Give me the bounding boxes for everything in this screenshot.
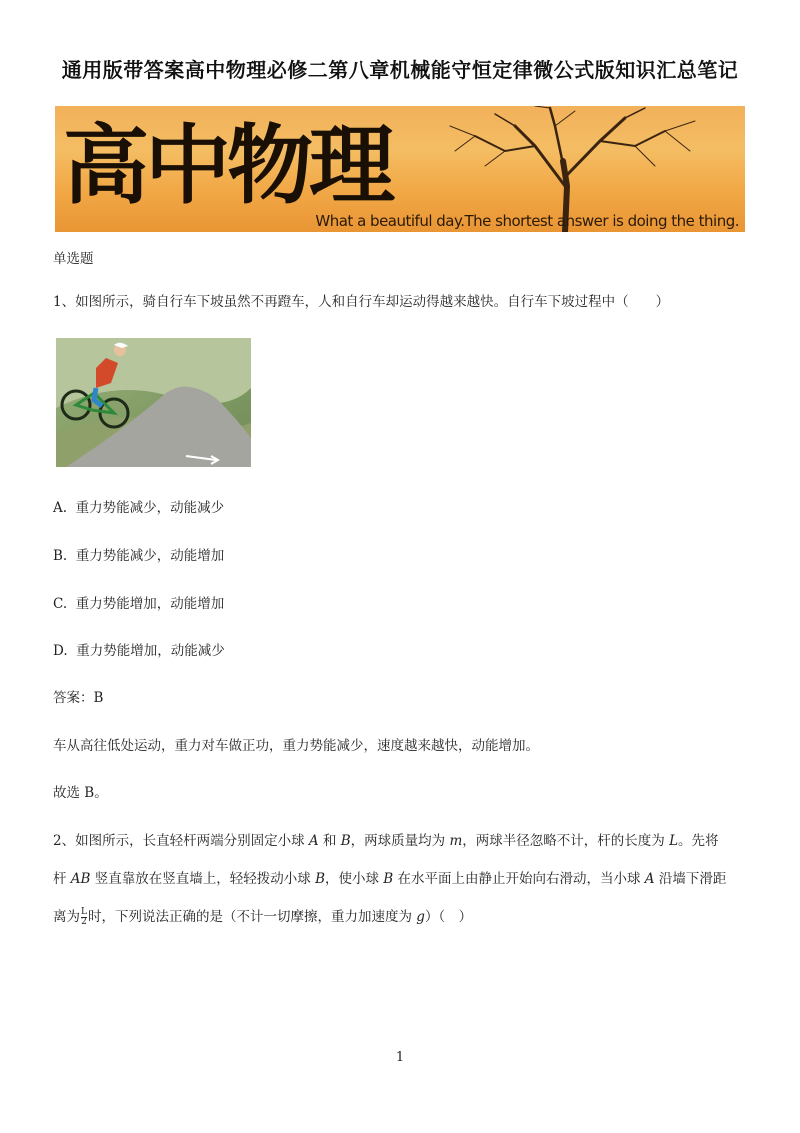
option-c (53, 592, 224, 612)
variable-b: B (383, 871, 394, 887)
header-banner (55, 106, 745, 232)
option-text: 重力势能增加，动能减少 (76, 643, 225, 659)
explanation-text: 车从高往低处运动，重力对车做正功，重力势能减少，速度越来越快，动能增加。 (53, 738, 539, 754)
variable-a: A (644, 871, 655, 887)
banner-title: 高中物理 (63, 115, 391, 216)
option-text: 重力势能减少，动能减少 (75, 500, 225, 516)
option-letter: C. (53, 596, 68, 612)
option-text: 重力势能增加，动能增加 (75, 596, 225, 612)
option-letter: A. (53, 500, 68, 516)
page-number: 1 (395, 1050, 405, 1065)
answer-value: B (93, 690, 104, 706)
variable-b: B (340, 833, 351, 849)
cyclist-downhill-image (56, 338, 251, 467)
answer-line (53, 686, 103, 706)
option-a (53, 496, 224, 516)
option-b (53, 544, 224, 564)
variable-a: A (308, 833, 319, 849)
question-2-line-2: 杆 AB 竖直靠放在竖直墙上，轻轻拨动小球 B，使小球 B 在水平面上由静止开始向右滑动，当小球 A 沿墙下滑距 (53, 871, 727, 887)
option-text: 重力势能减少，动能增加 (75, 548, 225, 564)
option-d (53, 639, 225, 659)
variable-l: L (669, 833, 679, 849)
conclusion-text: 故选 B。 (53, 785, 108, 801)
option-letter: D. (53, 643, 68, 659)
variable-g: g (416, 909, 425, 925)
fraction-l-over-2: $\frac{L}{2}$ (81, 907, 87, 927)
variable-b: B (315, 871, 325, 887)
variable-ab: AB (70, 871, 91, 887)
question-1-text: 1、如图所示，骑自行车下坡虽然不再蹬车，人和自行车却运动得越来越快。自行车下坡过程中（ ） (53, 294, 670, 310)
variable-m: m (449, 833, 463, 849)
question-2-line-3: 离为 $\frac{L}{2}$ 时，下列说法正确的是（不计一切摩擦，重力加速度为 g）（ ） (53, 907, 473, 927)
banner-slogan: What a beautiful day.The shortest answer is doing the thing. (315, 212, 739, 230)
section-label: 单选题 (53, 251, 94, 267)
option-letter: B. (53, 548, 68, 564)
question-2-line-1: 2、如图所示，长直轻杆两端分别固定小球 A 和 B，两球质量均为 m，两球半径忽略不计，杆的长度为 L。先将 (53, 833, 719, 849)
answer-label: 答案： (53, 690, 94, 706)
document-title: 通用版带答案高中物理必修二第八章机械能守恒定律微公式版知识汇总笔记 (61, 58, 739, 82)
